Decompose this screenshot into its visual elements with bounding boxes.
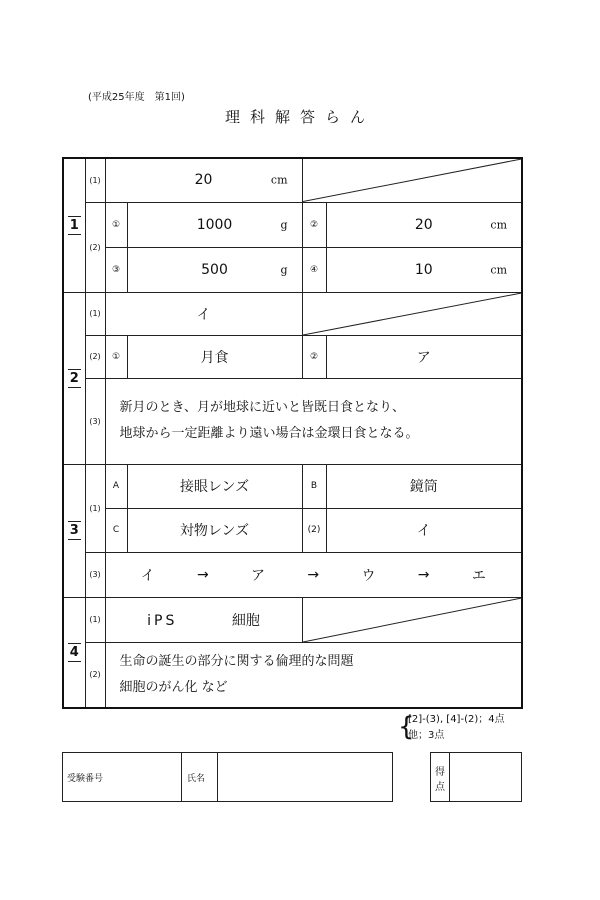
- student-info-box: [62, 752, 393, 802]
- answer-3-3[interactable]: [105, 552, 522, 597]
- answer-2-1[interactable]: イ: [105, 292, 302, 335]
- page-title: 理科解答らん: [224, 108, 375, 126]
- answer-3-1-A[interactable]: 接眼レンズ: [127, 464, 302, 508]
- answer-4-2[interactable]: [105, 642, 522, 708]
- section-3-label: 3: [63, 464, 85, 597]
- exam-number-label: 受験番号: [67, 774, 104, 784]
- marker-3: ③: [105, 247, 127, 292]
- blank-cell: [302, 597, 522, 642]
- answer-2-2-1[interactable]: 月食: [127, 335, 302, 378]
- marker-2: ②: [302, 335, 326, 378]
- answer-2-2-2[interactable]: ア: [326, 335, 522, 378]
- answer-1-2-3[interactable]: 500 g: [127, 247, 302, 292]
- scoring-line: 他；3点: [408, 730, 445, 741]
- answer-2-3[interactable]: [105, 378, 522, 464]
- q1-2-number: (2): [85, 202, 105, 292]
- exam-subtitle: (平成25年度 第1回): [88, 92, 185, 103]
- marker-4: ④: [302, 247, 326, 292]
- scoring-note: [398, 712, 505, 744]
- score-label: 点: [435, 782, 445, 793]
- answer-3-1-C[interactable]: 対物レンズ: [127, 508, 302, 552]
- q3-1-number: (1): [85, 464, 105, 552]
- answer-line: 細胞のがん化 など: [119, 679, 228, 695]
- seq-item: ウ: [361, 567, 376, 584]
- marker-C: C: [105, 508, 127, 552]
- marker-A: A: [105, 464, 127, 508]
- answer-4-1[interactable]: iPS 細胞: [105, 597, 302, 642]
- exam-number-field[interactable]: [63, 753, 182, 801]
- q4-1-number: (1): [85, 597, 105, 642]
- marker-B: B: [302, 464, 326, 508]
- score-field[interactable]: [450, 753, 521, 801]
- arrow-icon: →: [417, 566, 430, 583]
- q2-1-number: (1): [85, 292, 105, 335]
- score-label: 得: [435, 767, 445, 778]
- answer-table: [62, 157, 523, 709]
- answer-1-2-2[interactable]: 20 cm: [326, 202, 522, 247]
- seq-item: イ: [140, 567, 155, 584]
- q4-2-number: (2): [85, 642, 105, 708]
- name-field[interactable]: [218, 753, 392, 801]
- score-label-cell: [431, 753, 450, 801]
- section-1-label: 1: [63, 158, 85, 292]
- answer-3-1-B[interactable]: 鏡筒: [326, 464, 522, 508]
- marker-1: ①: [105, 202, 127, 247]
- score-box: [430, 752, 522, 802]
- answer-line: 地球から一定距離より遠い場合は金環日食となる。: [119, 426, 419, 441]
- marker-2: ②: [302, 202, 326, 247]
- section-2-label: 2: [63, 292, 85, 464]
- scoring-line: [2]-(3), [4]-(2)；4点: [408, 714, 505, 725]
- blank-cell: [302, 292, 522, 335]
- arrow-icon: →: [307, 566, 320, 583]
- answer-1-1[interactable]: 20 cm: [105, 158, 302, 202]
- q2-2-number: (2): [85, 335, 105, 378]
- section-4-label: 4: [63, 597, 85, 708]
- answer-1-2-1[interactable]: 1000 g: [127, 202, 302, 247]
- answer-1-2-4[interactable]: 10 cm: [326, 247, 522, 292]
- name-label: 氏名: [187, 774, 206, 784]
- answer-3-2[interactable]: イ: [326, 508, 522, 552]
- q3-2-number: (2): [302, 508, 326, 552]
- answer-line: 生命の誕生の部分に関する倫理的な問題: [119, 653, 354, 669]
- seq-item: エ: [471, 567, 486, 584]
- q2-3-number: (3): [85, 378, 105, 464]
- brace-icon: {: [398, 712, 415, 742]
- arrow-icon: →: [196, 566, 209, 583]
- q3-3-number: (3): [85, 552, 105, 597]
- name-label-cell: [181, 753, 218, 801]
- marker-1: ①: [105, 335, 127, 378]
- seq-item: ア: [251, 567, 266, 584]
- blank-cell: [302, 158, 522, 202]
- answer-line: 新月のとき、月が地球に近いと皆既日食となり、: [119, 400, 405, 415]
- q1-1-number: (1): [85, 158, 105, 202]
